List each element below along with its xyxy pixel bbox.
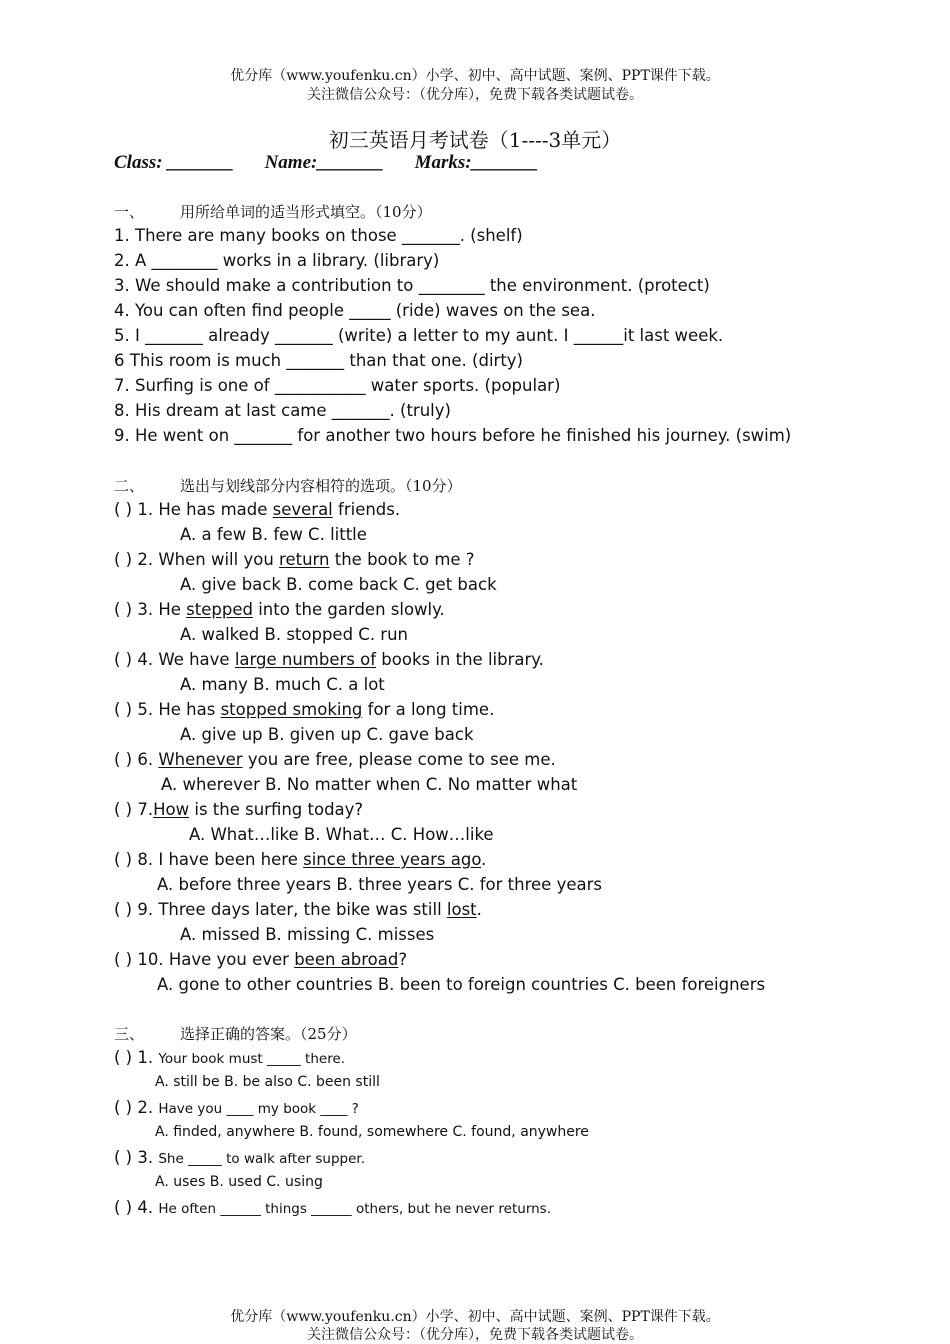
section-3-heading bbox=[114, 1023, 357, 1044]
s1-question-8: 8. His dream at last came _______. (truly) bbox=[114, 401, 451, 420]
s1-question-2: 2. A ________ works in a library. (library) bbox=[114, 251, 440, 270]
page-title: 初三英语月考试卷（1----3单元） bbox=[328, 128, 622, 152]
s2-question-6: ( ) 6. Whenever you are free, please come to see me. bbox=[114, 750, 556, 769]
s2-options-3: A. walked B. stopped C. run bbox=[180, 625, 409, 644]
s2-options-8: A. before three years B. three years C. for three years bbox=[157, 875, 602, 894]
s1-question-7: 7. Surfing is one of ___________ water sports. (popular) bbox=[114, 376, 561, 395]
underlined-phrase: since three years ago bbox=[303, 850, 482, 869]
section-1-title: 用所给单词的适当形式填空。（10分） bbox=[180, 203, 432, 221]
s2-question-3: ( ) 3. He stepped into the garden slowly. bbox=[114, 600, 445, 619]
footer-line-1: 优分库（www.youfenku.cn）小学、初中、高中试题、案例、PPT课件下载。 bbox=[230, 1309, 720, 1325]
header-line-1: 优分库（www.youfenku.cn）小学、初中、高中试题、案例、PPT课件下载。 bbox=[230, 68, 720, 84]
s2-options-10: A. gone to other countries B. been to foreign countries C. been foreigners bbox=[157, 975, 766, 994]
s1-question-5: 5. I _______ already _______ (write) a letter to my aunt. I ______it last week. bbox=[114, 326, 724, 345]
class-field: Class: _______ bbox=[114, 152, 234, 173]
s2-question-8: ( ) 8. I have been here since three years ago. bbox=[114, 850, 487, 869]
footer-line-2: 关注微信公众号：（优分库），免费下载各类试题试卷。 bbox=[307, 1327, 643, 1343]
s3-options-2: A. finded, anywhere B. found, somewhere C. found, anywhere bbox=[155, 1124, 589, 1140]
s2-question-1: ( ) 1. He has made several friends. bbox=[114, 500, 401, 519]
section-3-title: 选择正确的答案。（25分） bbox=[180, 1025, 357, 1043]
s2-question-2: ( ) 2. When will you return the book to me ? bbox=[114, 550, 475, 569]
name-field: Name:_______ bbox=[264, 152, 384, 173]
marks-field: Marks:_______ bbox=[414, 152, 539, 173]
s3-question-2: ( ) 2. Have you ____ my book ____ ? bbox=[114, 1098, 359, 1117]
underlined-phrase: several bbox=[272, 500, 333, 519]
s2-options-9: A. missed B. missing C. misses bbox=[180, 925, 435, 944]
underlined-phrase: stopped smoking bbox=[220, 700, 363, 719]
header-line-2: 关注微信公众号：（优分库），免费下载各类试题试卷。 bbox=[307, 87, 643, 103]
section-1-number: 一、 bbox=[114, 203, 145, 221]
section-1-heading bbox=[114, 201, 432, 222]
underlined-phrase: How bbox=[153, 800, 190, 819]
s2-options-6: A. wherever B. No matter when C. No matter what bbox=[161, 775, 578, 794]
s3-options-3: A. uses B. used C. using bbox=[155, 1174, 323, 1190]
s1-question-9: 9. He went on _______ for another two hours before he finished his journey. (swim) bbox=[114, 426, 792, 445]
s1-question-1: 1. There are many books on those _______. (shelf) bbox=[114, 226, 523, 245]
underlined-phrase: large numbers of bbox=[234, 650, 377, 669]
s1-question-4: 4. You can often find people _____ (ride) waves on the sea. bbox=[114, 301, 596, 320]
s2-question-4: ( ) 4. We have large numbers of books in the library. bbox=[114, 650, 544, 669]
s2-options-4: A. many B. much C. a lot bbox=[180, 675, 385, 694]
s3-question-1: ( ) 1. Your book must _____ there. bbox=[114, 1048, 346, 1067]
s2-question-5: ( ) 5. He has stopped smoking for a long time. bbox=[114, 700, 495, 719]
s3-question-3: ( ) 3. She _____ to walk after supper. bbox=[114, 1148, 366, 1167]
s3-options-1: A. still be B. be also C. been still bbox=[155, 1074, 380, 1090]
underlined-phrase: been abroad bbox=[294, 950, 399, 969]
s1-question-3: 3. We should make a contribution to ________ the environment. (protect) bbox=[114, 276, 710, 295]
s2-question-10: ( ) 10. Have you ever been abroad? bbox=[114, 950, 408, 969]
underlined-phrase: stepped bbox=[186, 600, 253, 619]
s1-question-6: 6 This room is much _______ than that one. (dirty) bbox=[114, 351, 523, 370]
s2-question-7: ( ) 7.How is the surfing today? bbox=[114, 800, 364, 819]
student-info bbox=[114, 152, 564, 174]
s3-question-4: ( ) 4. He often ______ things ______ others, but he never returns. bbox=[114, 1198, 552, 1217]
section-2-title: 选出与划线部分内容相符的选项。（10分） bbox=[180, 477, 462, 495]
s2-options-2: A. give back B. come back C. get back bbox=[180, 575, 497, 594]
s2-options-5: A. give up B. given up C. gave back bbox=[180, 725, 474, 744]
section-3-number: 三、 bbox=[114, 1025, 145, 1043]
underlined-phrase: return bbox=[279, 550, 330, 569]
s2-question-9: ( ) 9. Three days later, the bike was still lost. bbox=[114, 900, 482, 919]
underlined-phrase: lost bbox=[446, 900, 477, 919]
s2-options-1: A. a few B. few C. little bbox=[180, 525, 367, 544]
underlined-phrase: Whenever bbox=[158, 750, 243, 769]
section-2-heading bbox=[114, 475, 462, 496]
section-2-number: 二、 bbox=[114, 477, 145, 495]
s2-options-7: A. What…like B. What… C. How…like bbox=[189, 825, 494, 844]
